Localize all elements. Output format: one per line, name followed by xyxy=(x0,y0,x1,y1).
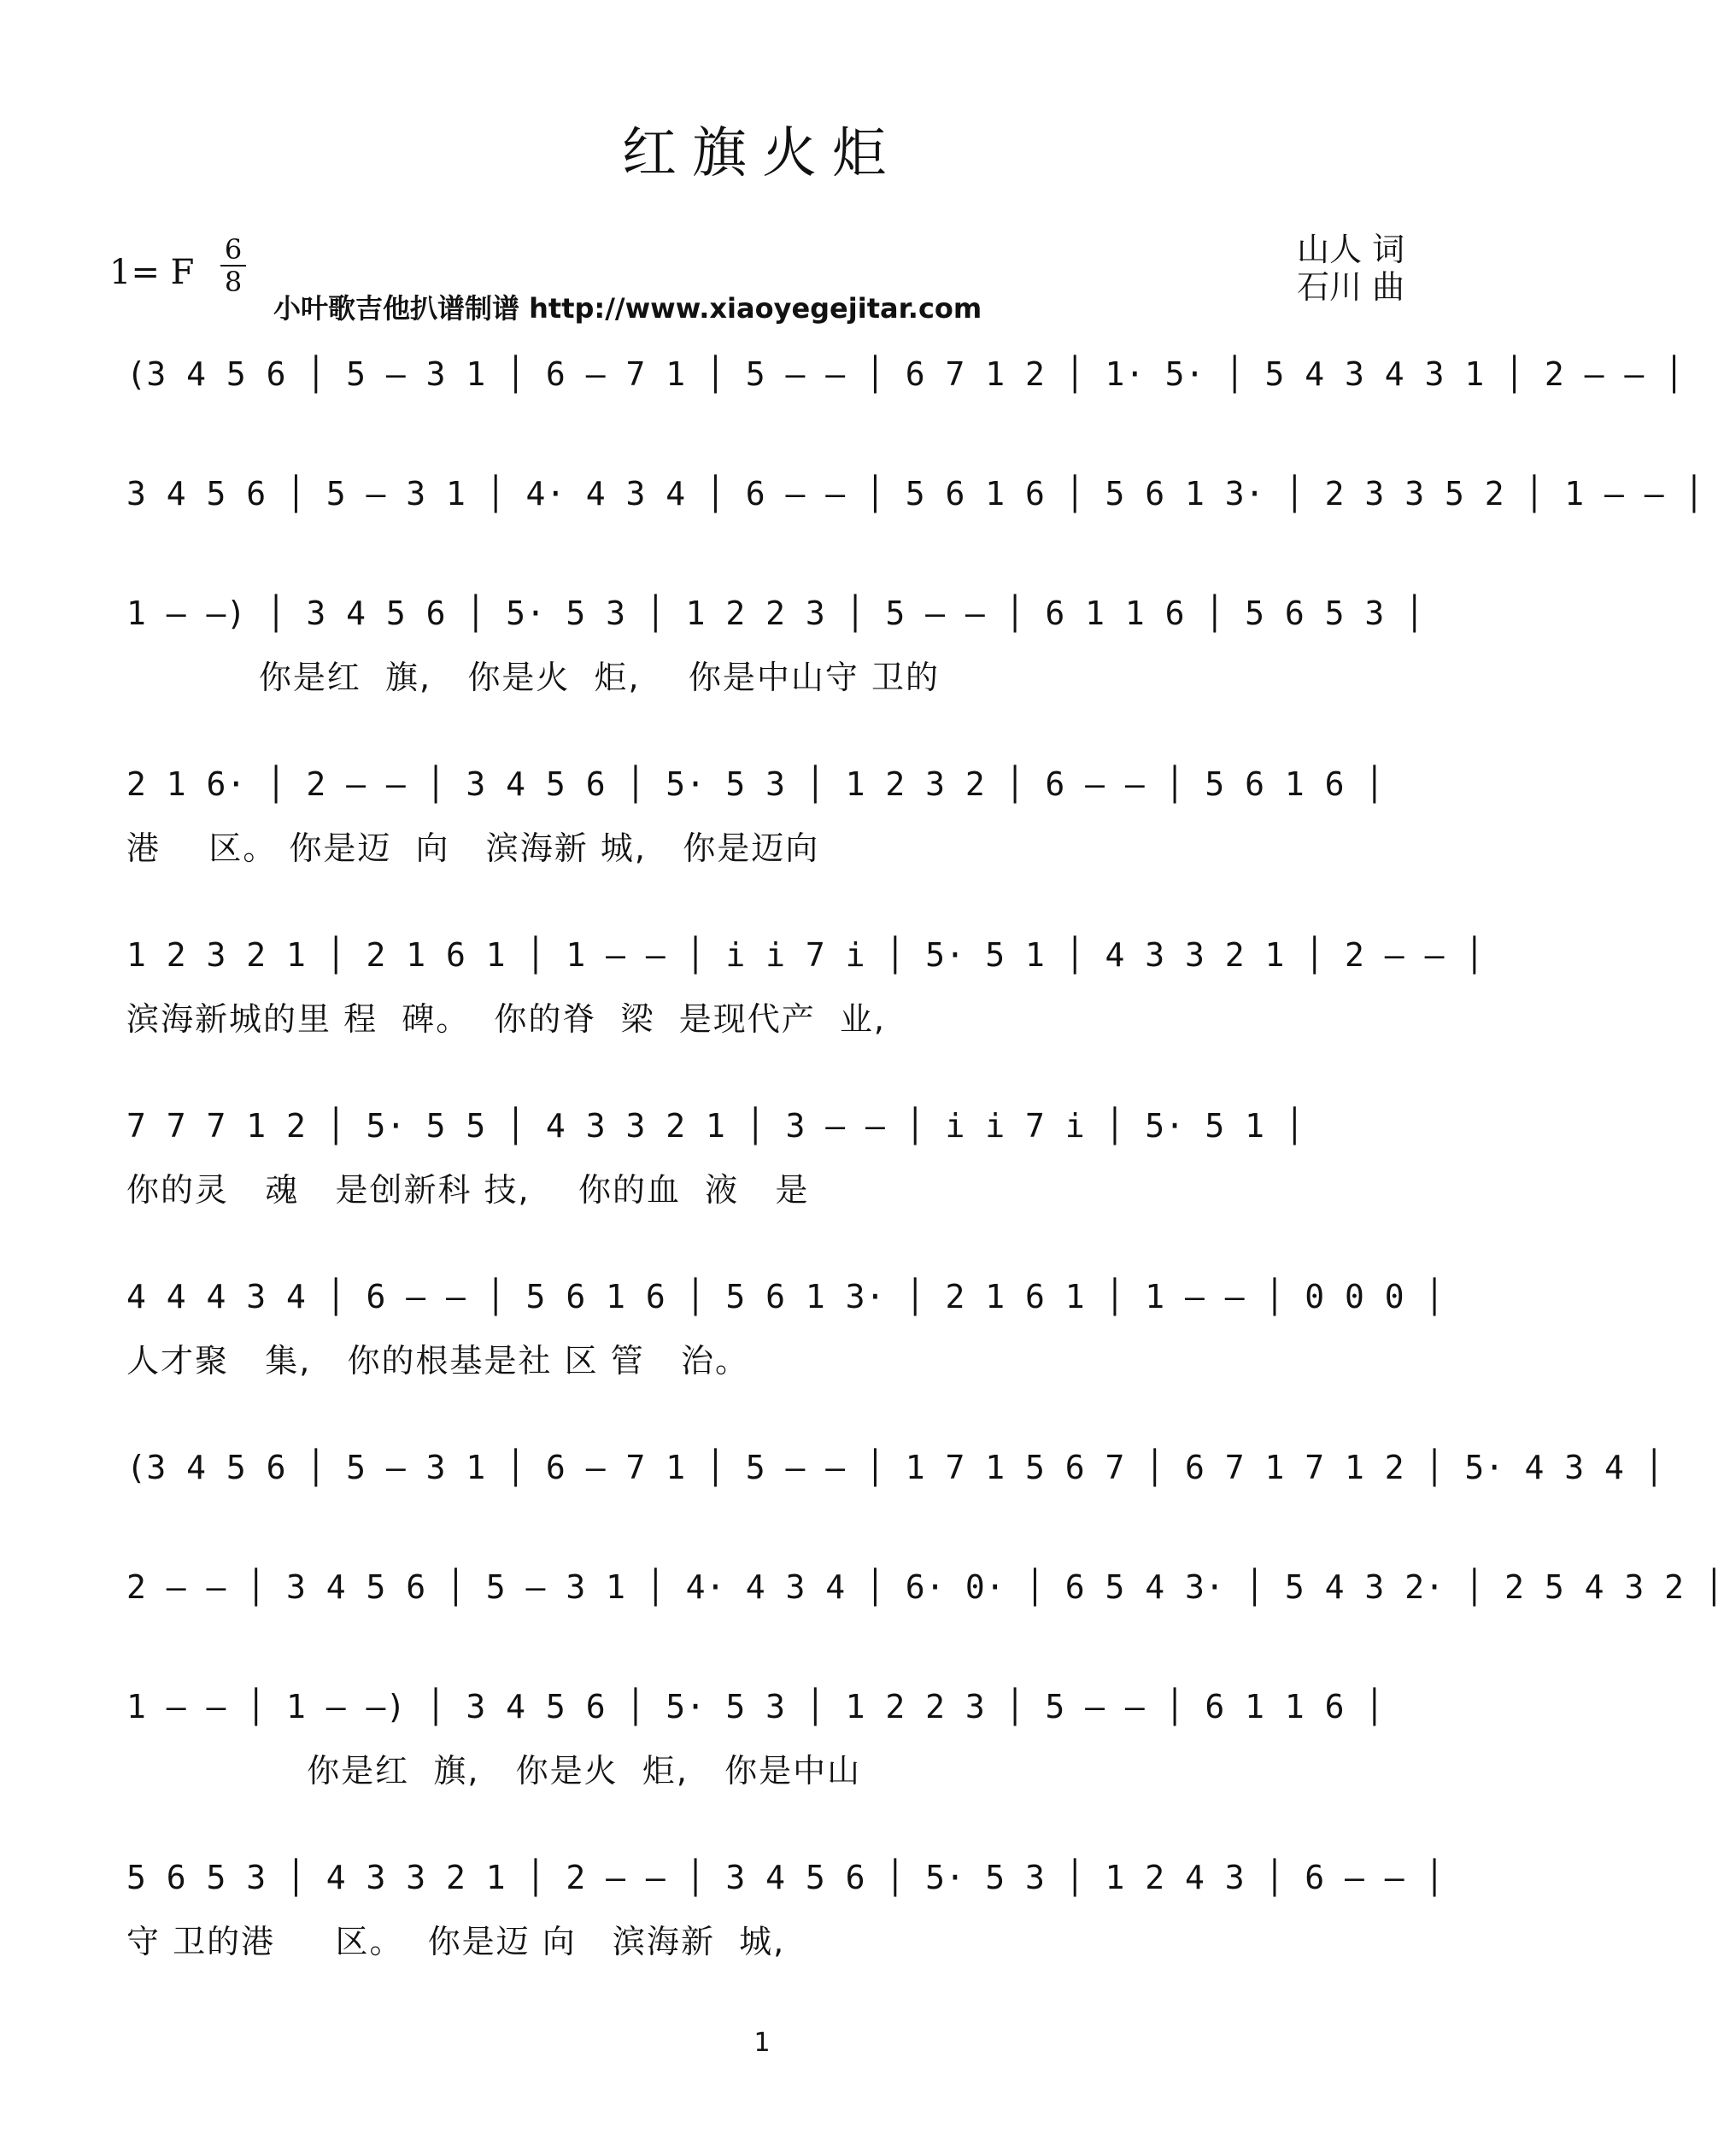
composer: 石川 曲 xyxy=(1297,268,1405,306)
notation-line: 2 1 6· │ 2 – – │ 3 4 5 6 │ 5· 5 3 │ 1 2 3 2 │ 6 – – │ 5 6 1 6 │ xyxy=(126,765,1385,803)
notation-line: 2 – – │ 3 4 5 6 │ 5 – 3 1 │ 4· 4 3 4 │ 6· 0· │ 6 5 4 3· │ 5 4 3 2· │ 2 5 4 3 2 │ xyxy=(126,1568,1724,1606)
time-signature-top: 6 xyxy=(224,233,243,266)
notation-line: (3 4 5 6 │ 5 – 3 1 │ 6 – 7 1 │ 5 – – │ 1 7 1 5 6 7 │ 6 7 1 7 1 2 │ 5· 4 3 4 │ xyxy=(126,1449,1665,1486)
transcriber-credit: 小叶歌吉他扒谱制谱 http://www.xiaoyegejitar.com xyxy=(273,292,982,325)
lyric-line: 你是红 旗, 你是火 炬, 你是中山 xyxy=(126,1752,862,1790)
key-signature: 1= F xyxy=(109,253,195,292)
notation-line: 7 7 7 1 2 │ 5· 5 5 │ 4 3 3 2 1 │ 3 – – │ i i 7 i │ 5· 5 1 │ xyxy=(126,1107,1305,1145)
notation-line: 3 4 5 6 │ 5 – 3 1 │ 4· 4 3 4 │ 6 – – │ 5 6 1 6 │ 5 6 1 3· │ 2 3 3 5 2 │ 1 – – │ xyxy=(126,475,1704,513)
notation-line: 1 2 3 2 1 │ 2 1 6 1 │ 1 – – │ i i 7 i │ 5· 5 1 │ 4 3 3 2 1 │ 2 – – │ xyxy=(126,936,1485,974)
song-title: 红旗火炬 xyxy=(622,122,902,185)
notation-line: 1 – – │ 1 – –) │ 3 4 5 6 │ 5· 5 3 │ 1 2 2 3 │ 5 – – │ 6 1 1 6 │ xyxy=(126,1688,1385,1725)
notation-line: 5 6 5 3 │ 4 3 3 2 1 │ 2 – – │ 3 4 5 6 │ 5· 5 3 │ 1 2 4 3 │ 6 – – │ xyxy=(126,1859,1445,1896)
lyricist: 山人 词 xyxy=(1297,231,1405,268)
lyric-line: 你是红 旗, 你是火 炬, 你是中山守 卫的 xyxy=(126,659,940,696)
lyric-line: 港 区。 你是迈 向 滨海新 城, 你是迈向 xyxy=(126,829,820,867)
lyric-line: 滨海新城的里 程 碑。 你的脊 梁 是现代产 业, xyxy=(126,1000,886,1038)
time-signature xyxy=(220,233,246,298)
page-number: 1 xyxy=(754,2028,771,2058)
notation-line: 1 – –) │ 3 4 5 6 │ 5· 5 3 │ 1 2 2 3 │ 5 – – │ 6 1 1 6 │ 5 6 5 3 │ xyxy=(126,595,1425,632)
lyric-line: 守 卫的港 区。 你是迈 向 滨海新 城, xyxy=(126,1923,786,1960)
authors xyxy=(1297,231,1404,306)
notation-line: 4 4 4 3 4 │ 6 – – │ 5 6 1 6 │ 5 6 1 3· │ 2 1 6 1 │ 1 – – │ 0 0 0 │ xyxy=(126,1278,1445,1315)
time-signature-bottom: 8 xyxy=(224,266,243,298)
notation-line: (3 4 5 6 │ 5 – 3 1 │ 6 – 7 1 │ 5 – – │ 6 7 1 2 │ 1· 5· │ 5 4 3 4 3 1 │ 2 – – │ xyxy=(126,355,1685,393)
lyric-line: 你的灵 魂 是创新科 技, 你的血 液 是 xyxy=(126,1171,810,1209)
lyric-line: 人才聚 集, 你的根基是社 区 管 治。 xyxy=(126,1342,749,1380)
